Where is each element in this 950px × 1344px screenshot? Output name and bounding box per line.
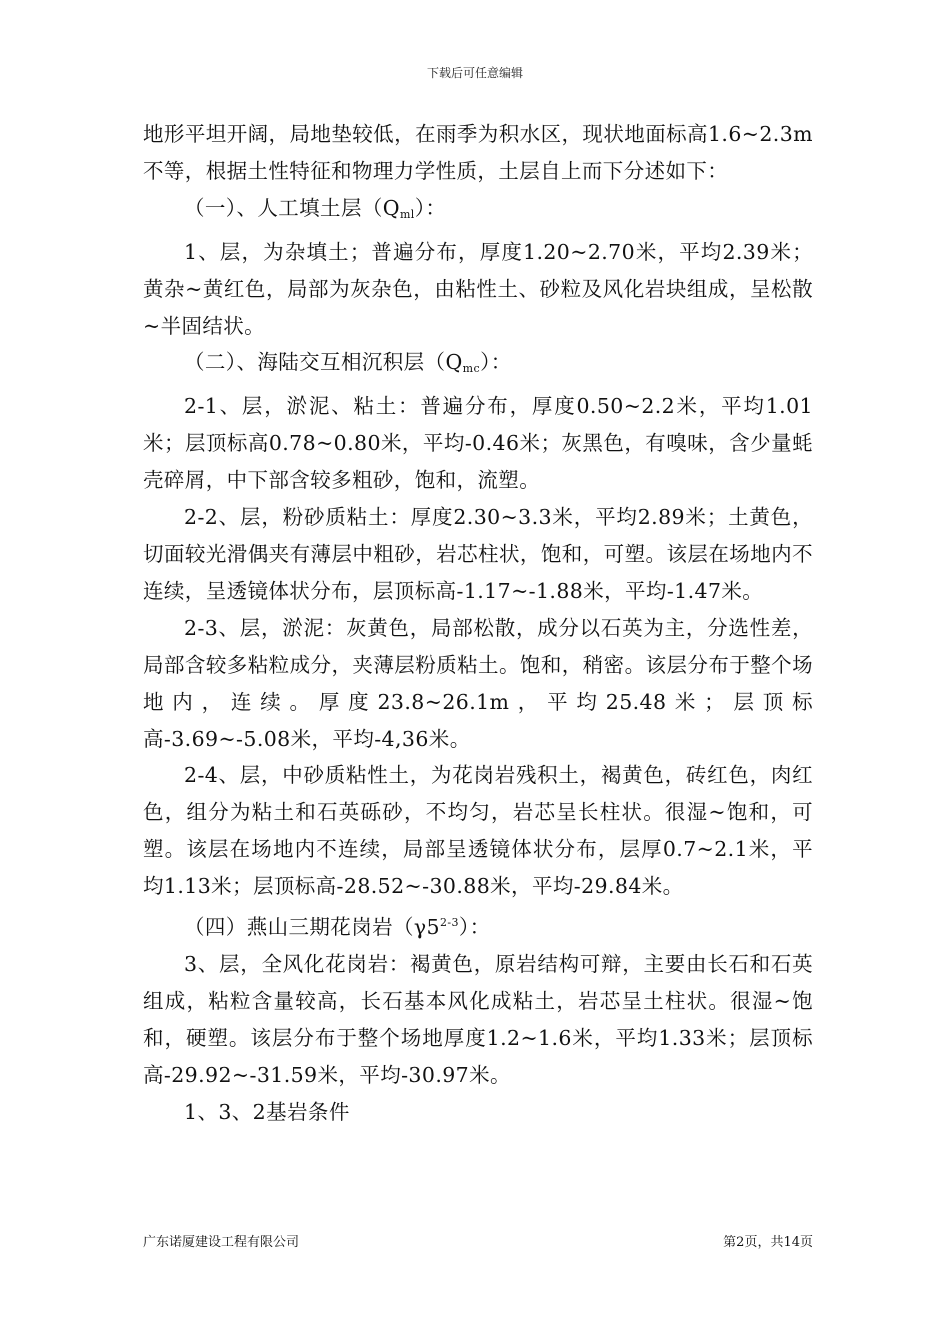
- heading-subscript: mc: [462, 362, 481, 376]
- section-heading-bedrock: 1、3、2基岩条件: [184, 1099, 350, 1124]
- heading-superscript: 2-3: [440, 916, 459, 930]
- paragraph-layer-2-4: 2-4、层，中砂质粘性土，为花岗岩残积土，褐黄色，砖红色，肉红色，组分为粘土和石英砾砂，不均匀，岩芯呈长柱状。很湿~饱和，可塑。该层在场地内不连续，局部呈透镜体状分布，层厚0.7~2.1米，平均1.13米；层顶标高-28.52~-30.88米，平均-29.84米。: [143, 763, 813, 899]
- heading-suffix: ）：: [414, 195, 447, 220]
- header-note: 下载后可任意编辑: [426, 66, 523, 80]
- footer-page-number: 第2页，共14页: [723, 1235, 813, 1250]
- paragraph-intro: 地形平坦开阔，局地垫较低，在雨季为积水区，现状地面标高1.6~2.3m不等，根据土性特征和物理力学性质，土层自上而下分述如下：: [143, 122, 813, 183]
- heading-fill-layer: [143, 190, 813, 234]
- heading-granite: [143, 905, 813, 946]
- heading-text: （一）、人工填土层（Q: [184, 195, 400, 220]
- heading-subscript: ml: [399, 207, 415, 221]
- paragraph-layer-2-3: 2-3、层，淤泥：灰黄色，局部松散，成分以石英为主，分选性差，局部含较多粘粒成分，夹薄层粉质粘土。饱和，稍密。该层分布于整个场地内，连续。厚度23.8~26.1m，平均25.48米；层顶标高-3.69~-5.08米，平均-4,36米。: [143, 615, 813, 751]
- heading-marine-layer: [143, 344, 813, 388]
- heading-suffix: ）：: [480, 350, 512, 375]
- paragraph-layer-2-1: 2-1、层，淤泥、粘土：普遍分布，厚度0.50~2.2米，平均1.01米；层顶标高0.78~0.80米，平均-0.46米；灰黑色，有嗅味，含少量蚝壳碎屑，中下部含较多粗砂，饱和，流塑。: [143, 394, 813, 493]
- heading-text: （二）、海陆交互相沉积层（Q: [184, 350, 463, 375]
- paragraph-layer-2-2: 2-2、层，粉砂质粘土：厚度2.30~3.3米，平均2.89米；土黄色，切面较光滑偶夹有薄层中粗砂，岩芯柱状，饱和，可塑。该层在场地内不连续，呈透镜体状分布，层顶标高-1.17~-1.88米，平均-1.47米。: [143, 505, 813, 603]
- footer-company: 广东诺厦建设工程有限公司: [143, 1235, 300, 1250]
- body-text: [143, 116, 813, 1130]
- paragraph-layer-1: 1、层，为杂填土；普遍分布，厚度1.20~2.70米，平均2.39米；黄杂~黄红色，局部为灰杂色，由粘性土、砂粒及风化岩块组成，呈松散~半固结状。: [143, 239, 813, 338]
- heading-suffix: ）：: [458, 915, 491, 940]
- heading-text: （四）燕山三期花岗岩（γ5: [184, 915, 440, 940]
- paragraph-layer-3: 3、层，全风化花岗岩：褐黄色，原岩结构可辩，主要由长石和石英组成，粘粒含量较高，长石基本风化成粘土，岩芯呈土柱状。很湿~饱和，硬塑。该层分布于整个场地厚度1.2~1.6米，平均1.33米；层顶标高-29.92~-31.59米，平均-30.97米。: [143, 951, 813, 1087]
